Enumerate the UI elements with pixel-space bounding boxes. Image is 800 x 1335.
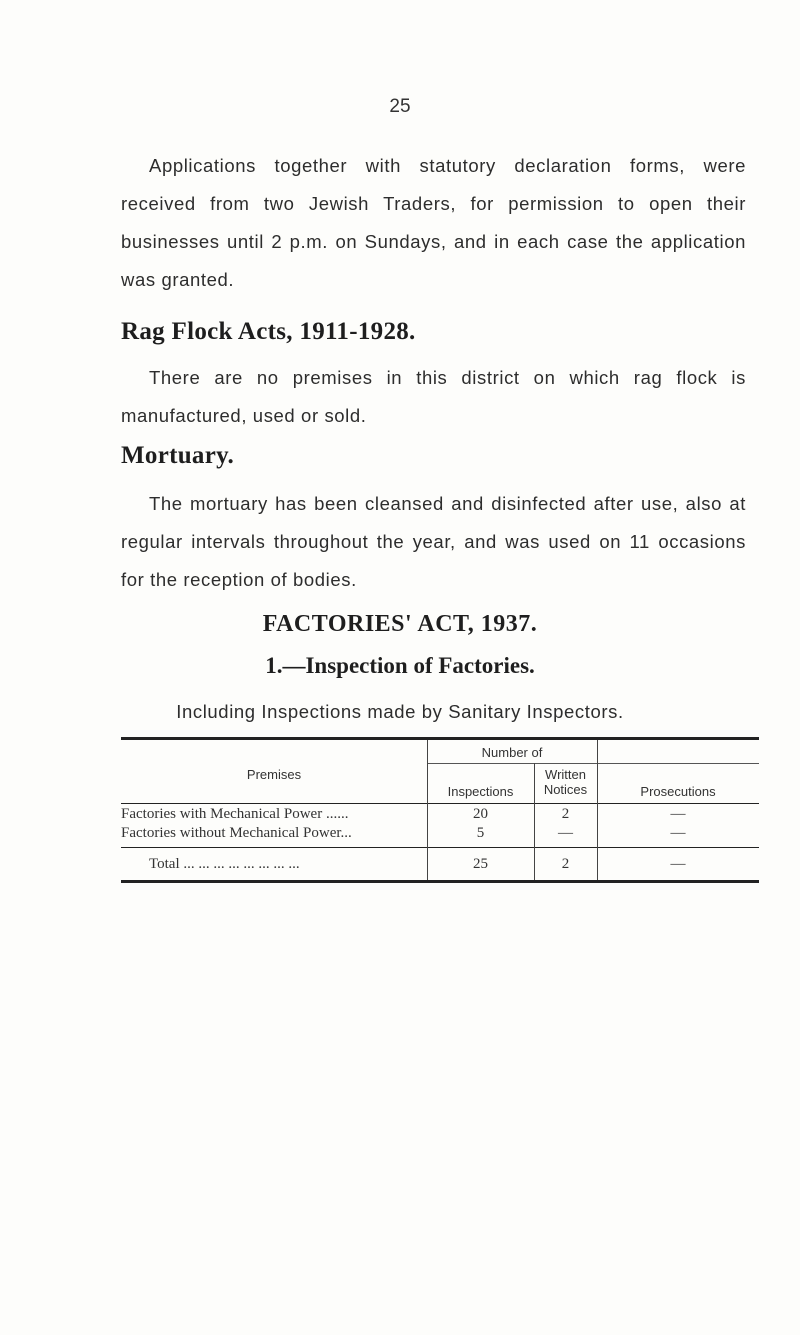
- total-cell: 25: [473, 856, 488, 872]
- page-number: 25: [389, 96, 411, 117]
- prosecutions-header: Prosecutions: [640, 784, 716, 799]
- premises-header: Premises: [246, 767, 302, 782]
- total-label: Total ... ... ... ... ... ... ... ...: [149, 856, 300, 872]
- table-cell: —: [670, 825, 686, 841]
- total-top-rule: [121, 847, 759, 848]
- intro-paragraph: Applications together with statutory declaration forms, were received from two Jewish Traders, for permission to open their businesses until 2 p.m. on Sundays, and in each case the application was granted.: [121, 155, 746, 290]
- table-row-label: Factories without Mechanical Power...: [121, 825, 352, 841]
- factories-subtitle: 1.—Inspection of Factories.: [265, 653, 535, 678]
- table-cell: 20: [473, 806, 488, 822]
- inspection-table: [121, 737, 759, 872]
- total-cell: 2: [561, 856, 570, 872]
- table-top-rule: [121, 737, 759, 740]
- section-heading-rag-flock: Rag Flock Acts, 1911-1928.: [121, 318, 416, 345]
- table-cell: 5: [476, 825, 485, 841]
- table-cell: —: [558, 825, 573, 841]
- table-row-label: Factories with Mechanical Power ......: [121, 806, 349, 822]
- section-body-mortuary: The mortuary has been cleansed and disinfected after use, also at regular intervals throughout the year, and was used on 11 occasions for the reception of bodies.: [121, 493, 746, 590]
- group-header-rule: [427, 763, 759, 764]
- factories-note: Including Inspections made by Sanitary Inspectors.: [176, 701, 624, 722]
- written-notices-header: Written Notices: [543, 767, 588, 797]
- header-bottom-rule: [121, 803, 759, 804]
- number-of-header: Number of: [481, 745, 543, 760]
- inspections-header: Inspections: [447, 784, 514, 799]
- table-cell: 2: [561, 806, 570, 822]
- table-bottom-rule: [121, 880, 759, 883]
- factories-title: FACTORIES' ACT, 1937.: [262, 611, 538, 637]
- section-heading-mortuary: Mortuary.: [121, 442, 235, 469]
- section-body-rag-flock: There are no premises in this district on which rag flock is manufactured, used or sold.: [121, 367, 746, 426]
- table-cell: —: [670, 806, 686, 822]
- total-cell: —: [670, 856, 686, 872]
